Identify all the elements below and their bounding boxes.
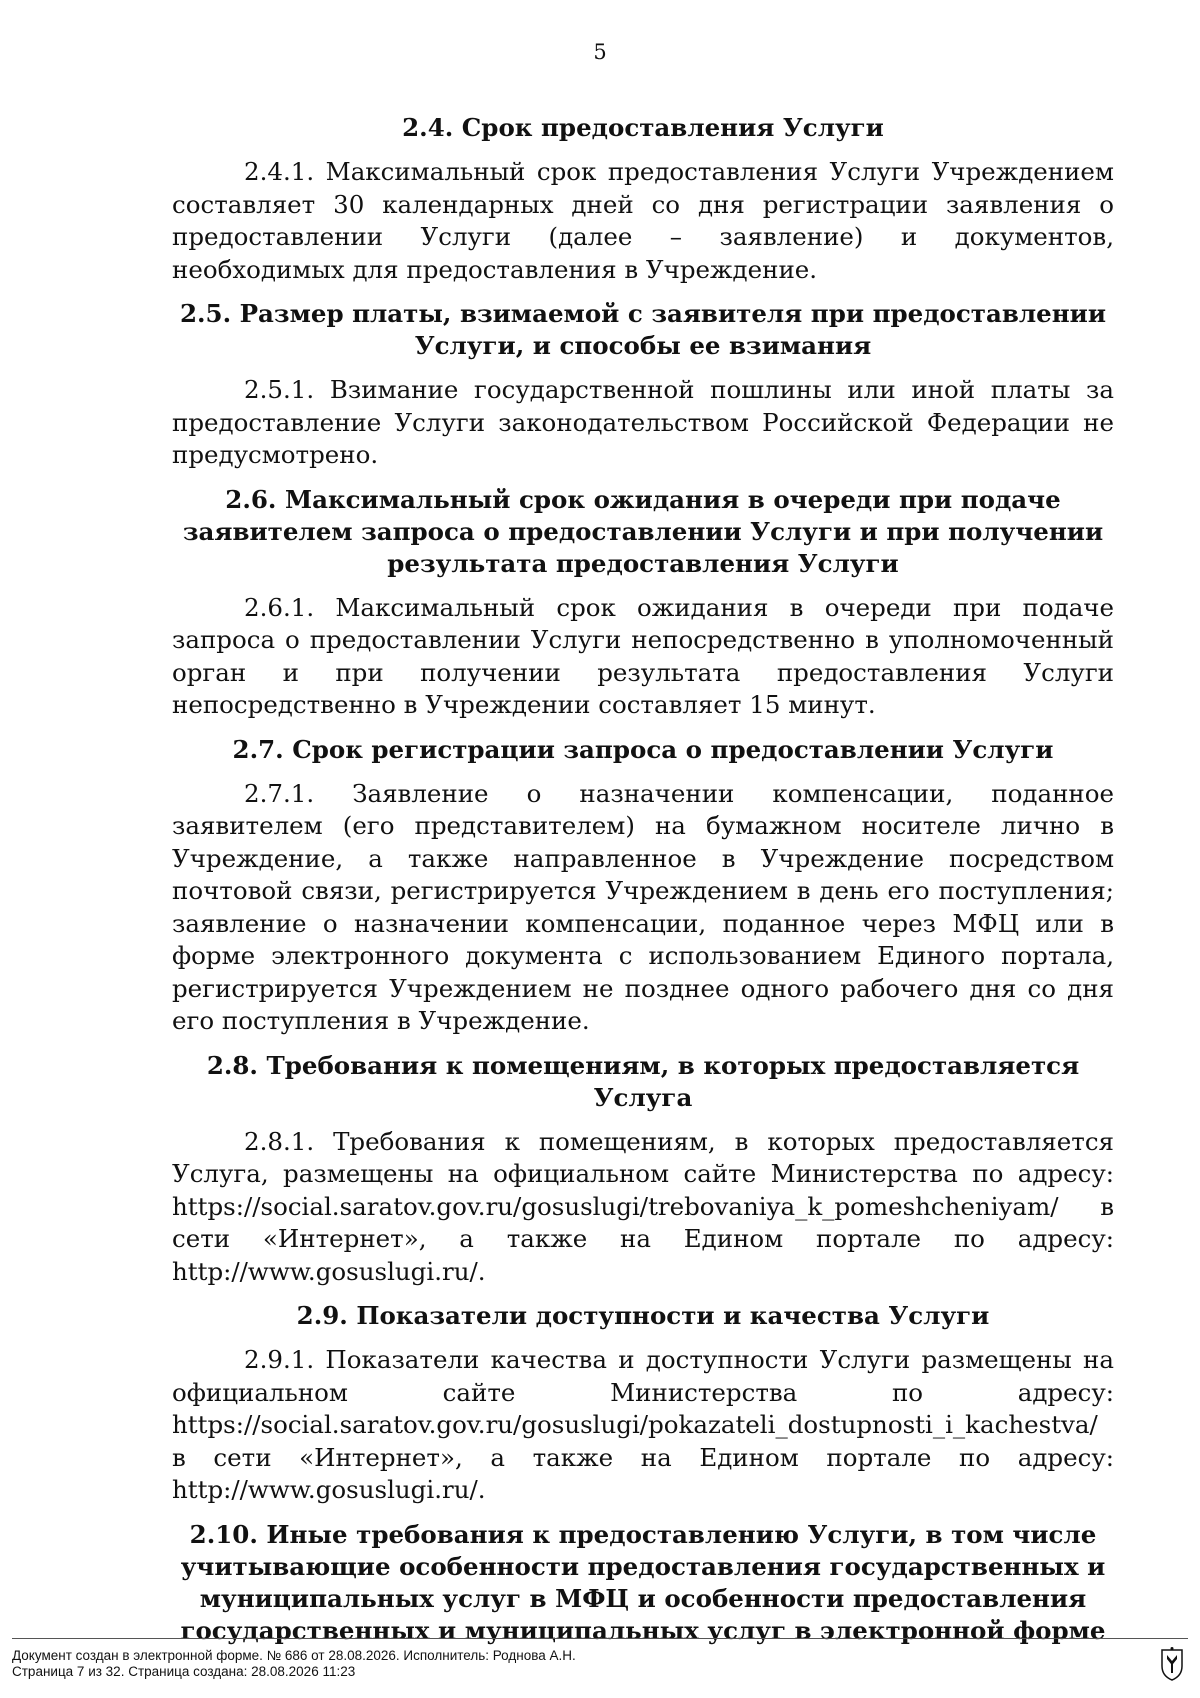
section-heading-2-9: 2.9. Показатели доступности и качества Услуги bbox=[296, 1301, 990, 1330]
footer-divider bbox=[12, 1638, 1188, 1639]
section-heading-2-6: 2.6. Максимальный срок ожидания в очереди при подаче заявителем запроса о предоставлении Услуги и при получении результата предоставления Услуги bbox=[182, 484, 1104, 578]
section-heading-2-5: 2.5. Размер платы, взимаемой с заявителя при предоставлении Услуги, и способы ее взимания bbox=[179, 299, 1107, 360]
section-heading-2-7: 2.7. Срок регистрации запроса о предоставлении Услуги bbox=[232, 734, 1054, 764]
section-paragraph-2-5-1: 2.5.1. Взимание государственной пошлины или иной платы за предоставление Услуги законодательством Российской Федерации не предусмотрено. bbox=[172, 375, 1114, 469]
footer bbox=[12, 1648, 576, 1680]
section-heading-2-10: 2.10. Иные требования к предоставлению Услуги, в том числе учитывающие особенности предоставления государственных и муниципальных услуг в МФЦ и особенности предоставления государственных и муниципальных услуг в электронной форме bbox=[180, 1519, 1106, 1645]
page-number: 5 bbox=[593, 40, 607, 64]
footer-document-info: Документ создан в электронной форме. № 686 от 28.08.2026. Исполнитель: Роднова А.Н. bbox=[12, 1648, 576, 1663]
section-paragraph-2-8-1: 2.8.1. Требования к помещениям, в которых предоставляется Услуга, размещены на официальном сайте Министерства по адресу: https://social.saratov.gov.ru/gosuslugi/trebovaniya_k_pomeshcheniyam/ в сети «Интернет», а также на Едином портале по адресу: http://www.gosuslugi.ru/. bbox=[172, 1126, 1114, 1286]
section-heading-2-4: 2.4. Срок предоставления Услуги bbox=[402, 113, 884, 142]
section-paragraph-2-4-1: 2.4.1. Максимальный срок предоставления Услуги Учреждением составляет 30 календарных дней со дня регистрации заявления о предоставлении Услуги (далее – заявление) и документов, необходимых для предоставления в Учреждение. bbox=[172, 157, 1114, 284]
section-paragraph-2-9-1: 2.9.1. Показатели качества и доступности Услуги размещены на официальном сайте Министерства по адресу: https://social.saratov.gov.ru/gosuslugi/pokazateli_dostupnosti_i_kachestva/ в сети «Интернет», а также на Едином портале по адресу: http://www.gosuslugi.ru/. bbox=[172, 1345, 1114, 1504]
coat-of-arms-icon bbox=[1158, 1646, 1186, 1682]
document-body bbox=[172, 112, 1114, 1659]
section-heading-2-8: 2.8. Требования к помещениям, в которых предоставляется Услуга bbox=[206, 1050, 1080, 1112]
section-paragraph-2-7-1: 2.7.1. Заявление о назначении компенсации, поданное заявителем (его представителем) на бумажном носителе лично в Учреждение, а также направленное в Учреждение посредством почтовой связи, регистрируется Учреждением в день его поступления; заявление о назначении компенсации, поданное через МФЦ или в форме электронного документа с использованием Единого портала, регистрируется Учреждением не позднее одного рабочего дня со дня его поступления в Учреждение. bbox=[172, 778, 1114, 1035]
section-paragraph-2-6-1: 2.6.1. Максимальный срок ожидания в очереди при подаче запроса о предоставлении Услуги непосредственно в уполномоченный орган и при получении результата предоставления Услуги непосредственно в Учреждении составляет 15 минут. bbox=[172, 592, 1114, 719]
footer-page-info: Страница 7 из 32. Страница создана: 28.08.2026 11:23 bbox=[12, 1664, 356, 1679]
